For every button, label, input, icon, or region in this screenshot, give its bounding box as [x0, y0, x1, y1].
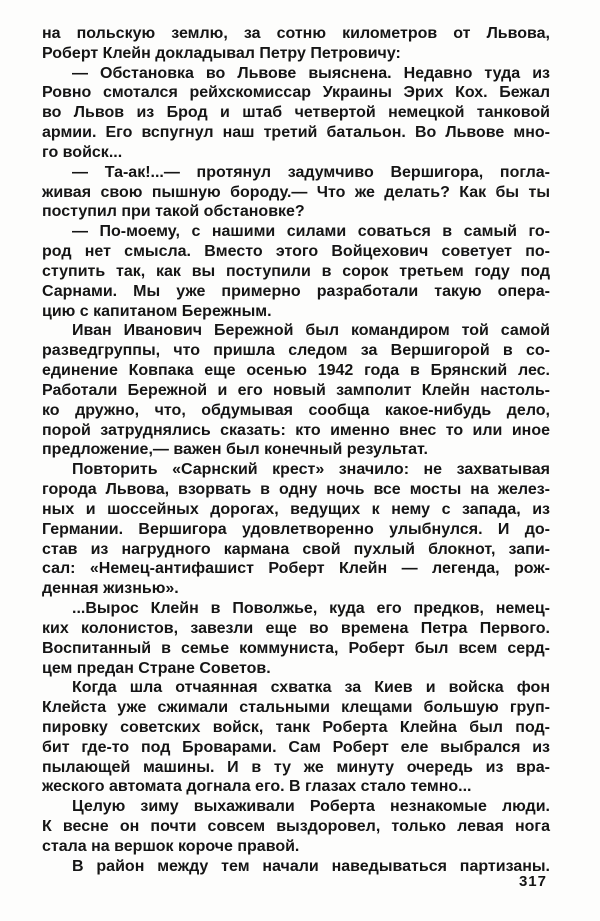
text-line: Работали Бережной и его новый замполит Клейн настоль- — [42, 381, 550, 399]
text-line: — По-моему, с нашими силами соваться в самый го- — [72, 223, 550, 241]
text-line: Целую зиму выхаживали Роберта незнакомые люди. — [72, 798, 550, 816]
text-line: денная жизнью». — [42, 580, 179, 598]
text-line: Германии. Вершигора удовлетворенно улыбнулся. И до- — [42, 520, 550, 538]
text-line: став из нагрудного кармана свой пухлый блокнот, запи- — [42, 540, 550, 558]
text-line: В район между тем начали наведываться партизаны. — [72, 857, 550, 875]
text-line: го войск... — [42, 143, 123, 161]
text-line: города Львова, взорвать в одну ночь все мосты на желез- — [42, 481, 550, 499]
text-line: сал: «Немец-антифашист Роберт Клейн — легенда, рож- — [42, 560, 550, 578]
paragraph — [42, 24, 550, 64]
text-line: стала на вершок короче правой. — [42, 837, 300, 855]
paragraph — [42, 599, 550, 678]
text-line: Клейста уже сжимали стальными клещами большую груп- — [42, 699, 550, 717]
text-line: жеского автомата догнала его. В глазах стало темно... — [42, 778, 472, 796]
paragraph — [42, 222, 550, 321]
text-line: — Обстановка во Львове выяснена. Недавно туда из — [72, 64, 550, 82]
text-line: живая свою пышную бороду.— Что же делать? Как бы ты — [42, 183, 550, 201]
text-line: поступил при такой обстановке? — [42, 203, 305, 221]
text-line: Когда шла отчаянная схватка за Киев и войска фон — [72, 679, 550, 697]
text-line: цем предан Стране Советов. — [42, 659, 271, 677]
paragraph — [42, 797, 550, 856]
text-line: разведгруппы, что пришла следом за Вершигорой в со- — [42, 342, 550, 360]
text-line: Ровно смотался рейхскомиссар Украины Эрих Кох. Бежал — [42, 84, 550, 102]
text-line: Повторить «Сарнский крест» значило: не захватывая — [72, 461, 550, 479]
text-line: ...Вырос Клейн в Поволжье, куда его предков, немец- — [72, 600, 550, 618]
paragraph — [42, 64, 550, 163]
text-line: Роберт Клейн докладывал Петру Петровичу: — [42, 44, 401, 62]
text-line: бит где-то под Броварами. Сам Роберт еле выбрался из — [42, 738, 550, 756]
text-line: на польскую землю, за сотню километров от Львова, — [42, 25, 550, 42]
text-line: порой затруднялись сказать: кто именно внес то или иное — [42, 421, 550, 439]
text-line: Иван Иванович Бережной был командиром той самой — [72, 322, 550, 340]
paragraph — [42, 163, 550, 222]
text-line: род нет смысла. Вместо этого Войцехович советует по- — [42, 243, 550, 261]
paragraph — [42, 460, 550, 599]
text-line: Воспитанный в семье коммуниста, Роберт был всем серд- — [42, 639, 550, 657]
paragraph — [42, 857, 550, 877]
text-line: Сарнами. Мы уже примерно разработали такую опера- — [42, 282, 550, 300]
page-number: 317 — [518, 873, 547, 890]
text-block — [42, 24, 550, 877]
text-line: ких колонистов, завезли еще во времена Петра Первого. — [42, 619, 550, 637]
text-line: единение Ковпака еще осенью 1942 года в Брянский лес. — [42, 362, 550, 380]
text-line: пировку советских войск, танк Роберта Клейна был под- — [42, 718, 550, 736]
text-line: армии. Его вспугнул наш третий батальон. Во Львове мно- — [42, 124, 550, 142]
text-line: цию с капитаном Бережным. — [42, 302, 272, 320]
paragraph — [42, 678, 550, 797]
text-line: К весне он почти совсем выздоровел, только левая нога — [42, 818, 550, 836]
text-line: ных и шоссейных дорогах, ведущих к нему с запада, из — [42, 500, 550, 518]
text-line: предложение,— важен был конечный результат. — [42, 441, 428, 459]
text-line: пылающей машины. И в ту же минуту очередь из вра- — [42, 758, 550, 776]
text-line: — Та-ак!...— протянул задумчиво Вершигора, погла- — [72, 163, 550, 181]
paragraph — [42, 321, 550, 460]
text-line: ко дружно, что, обдумывая сообща какое-нибудь дело, — [42, 401, 550, 419]
text-line: во Львов из Брод и штаб четвертой немецкой танковой — [42, 104, 550, 122]
text-line: ступить так, как вы поступили в сорок третьем году под — [42, 262, 550, 280]
